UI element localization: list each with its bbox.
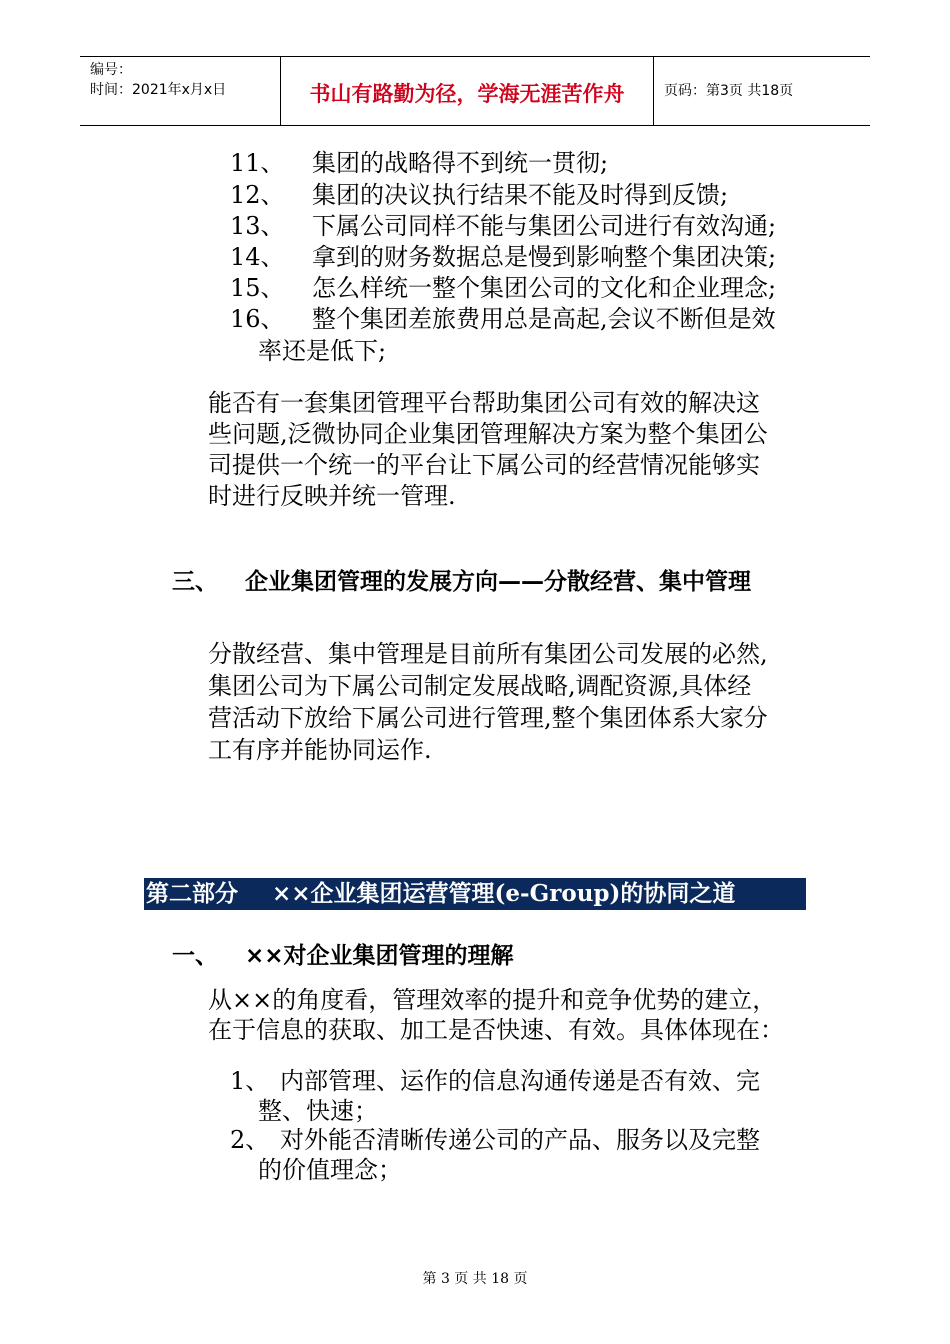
list-item-number: 13、 [230,212,285,240]
paragraph-line: 从××的角度看，管理效率的提升和竞争优势的建立， [208,986,777,1014]
time-label: 时间：2021年x月x日 [90,82,227,98]
part-banner [144,878,806,910]
paragraph-line: 些问题,泛微协同企业集团管理解决方案为整个集团公 [208,420,768,448]
list-item-text: 对外能否清晰传递公司的产品、服务以及完整 [280,1126,760,1154]
list-item-number: 14、 [230,243,285,271]
header-right-cell [654,57,870,125]
paragraph-line: 时进行反映并统一管理. [208,482,456,510]
paragraph-line: 集团公司为下属公司制定发展战略,调配资源,具体经 [208,672,752,700]
paragraph-line: 在于信息的获取、加工是否快速、有效。具体体现在： [208,1016,784,1044]
paragraph-line: 司提供一个统一的平台让下属公司的经营情况能够实 [208,451,760,479]
list-item-text: 拿到的财务数据总是慢到影响整个集团决策; [312,243,777,271]
list-item-continuation: 整、快速； [258,1097,378,1125]
list-item-text: 内部管理、运作的信息沟通传递是否有效、完 [280,1067,760,1095]
list-item-number: 2、 [230,1126,270,1154]
list-item-number: 12、 [230,181,285,209]
list-item-text: 怎么样统一整个集团公司的文化和企业理念; [312,274,777,302]
page-footer: 第 3 页 共 18 页 [422,1271,528,1287]
paragraph-line: 营活动下放给下属公司进行管理,整个集团体系大家分 [208,704,768,732]
list-item-continuation: 的价值理念； [258,1156,402,1184]
paragraph-line: 工有序并能协同运作. [208,736,432,764]
section-number: 一、 [172,943,218,969]
header-motto-cell [281,57,654,125]
header-motto: 书山有路勤为径，学海无涯苦作舟 [309,82,625,106]
list-item-text: 整个集团差旅费用总是高起,会议不断但是效 [312,305,776,333]
list-item-number: 1、 [230,1067,270,1095]
part-title: ××企业集团运营管理(e-Group)的协同之道 [272,880,736,907]
section-title: ××对企业集团管理的理解 [245,943,514,969]
list-item-number: 16、 [230,305,285,333]
list-item-text: 集团的决议执行结果不能及时得到反馈; [312,181,729,209]
section-title: 企业集团管理的发展方向——分散经营、集中管理 [245,569,751,595]
paragraph-line: 能否有一套集团管理平台帮助集团公司有效的解决这 [208,389,760,417]
list-item-text: 集团的战略得不到统一贯彻; [312,149,609,177]
serial-label: 编号： [90,62,132,78]
list-item-text: 下属公司同样不能与集团公司进行有效沟通; [312,212,777,240]
page-header [80,56,870,126]
list-item-continuation: 率还是低下; [258,337,387,365]
part-label: 第二部分 [146,880,238,907]
section-number: 三、 [172,569,218,595]
paragraph-line: 分散经营、集中管理是目前所有集团公司发展的必然, [208,640,768,668]
header-left-cell [80,57,281,125]
list-item-number: 11、 [230,149,285,177]
header-page-info: 页码：第3页 共18页 [664,83,794,99]
list-item-number: 15、 [230,274,285,302]
